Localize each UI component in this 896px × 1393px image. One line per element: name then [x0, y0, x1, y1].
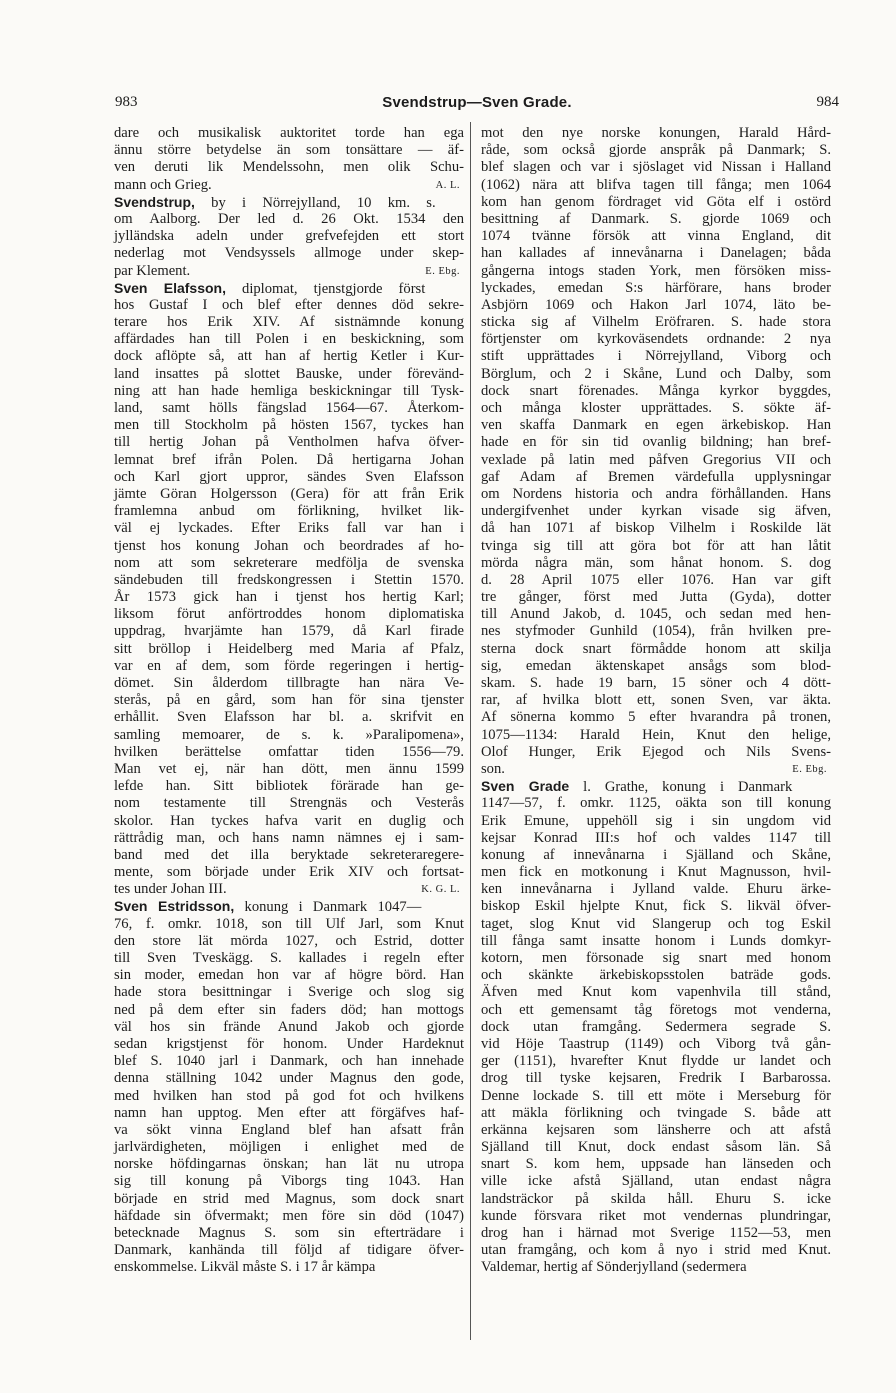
text-line [114, 159, 464, 176]
text-line [481, 503, 831, 520]
text-line [114, 658, 464, 675]
line-text: nom att som sekreterare medfölja de svenska [114, 554, 464, 571]
line-text: nes styfmoder Gunhild (1054), från hvilken pre- [481, 623, 831, 640]
text-line [114, 778, 464, 795]
line-text: jämte Göran Holgersson (Gera) för att från Erik [114, 485, 464, 502]
line-text: Man vet ej, när han dött, men ännu 1599 [114, 760, 464, 777]
text-line [481, 623, 831, 640]
line-text: ken innevånarna i Jylland valde. Ehuru ärke- [481, 881, 831, 898]
text-line [114, 469, 464, 486]
line-text: vid Höje Taastrup (1149) och Viborg två gån- [481, 1035, 831, 1052]
line-text: rättrådig man, och hans namn nämnes ej i sam- [114, 829, 464, 846]
text-line [481, 589, 831, 606]
left-column [114, 125, 464, 1277]
line-text: mente, som började under Erik XIV och fortsat- [114, 864, 464, 881]
text-line [481, 984, 831, 1001]
text-line [481, 692, 831, 709]
line-text: blef S. 1040 jarl i Danmark, och han innehade [114, 1053, 464, 1070]
line-text: ger (1151), hvarefter Knut flydde ur landet och [481, 1053, 831, 1070]
line-text: gaf Adam af Bremen värdefulla upplysningar [481, 468, 831, 485]
text-line [114, 366, 464, 383]
text-line [114, 1242, 464, 1259]
author-signature: K. G. L. [421, 884, 460, 896]
line-text: va sökt vinna England blef han afsatt från [114, 1121, 464, 1138]
line-text: och Karl gjort uppror, sändes Sven Elafsson [114, 468, 464, 485]
line-text: dock aflöpte så, att han af hertig Ketler i Kur- [114, 348, 464, 365]
text-line [114, 417, 464, 434]
line-text: namn han upptog. Men efter att förgäfves haf- [114, 1104, 464, 1121]
line-text: och skänkte ärkebiskopsstolen baträde gods. [481, 967, 831, 984]
line-text: Asbjörn 1069 och Hakon Jarl 1074, läto be- [481, 296, 831, 313]
column-divider [470, 122, 471, 1340]
entry-headword: Sven Grade [481, 778, 570, 795]
right-column [481, 125, 831, 1277]
line-text: Valdemar, hertig af Sönderjylland (sedermera [481, 1259, 747, 1276]
line-text: uppdrag, hvarjämte han 1579, då Karl firade [114, 623, 464, 640]
line-text: tvinga sig till att göra bot för att han låtit [481, 537, 831, 554]
text-line [481, 675, 831, 692]
text-line [481, 125, 831, 142]
entry-headword: Sven Estridsson, [114, 898, 235, 915]
text-line [114, 263, 464, 280]
line-text: taget, slog Knut vid Slangerup och tog Eskil [481, 915, 831, 932]
line-text: men till Stockholm på hösten 1567, tyckes han [114, 417, 464, 434]
text-line [481, 177, 831, 194]
line-text: undergifvenhet under kyrkan visade sig äfven, [481, 503, 831, 520]
line-text: sin moder, emedan hon var af högre börd. Han [114, 967, 464, 984]
line-text: terare hos Erik XIV. Af sistnämnde konung [114, 314, 464, 331]
text-line [114, 1259, 464, 1276]
line-text: stift upprättades i Nörrejylland, Viborg och [481, 348, 831, 365]
line-text: vexlade på latin med påfven Gregorius VII och [481, 451, 831, 468]
text-line [481, 1156, 831, 1173]
line-text: mann och Grieg. [114, 176, 212, 193]
text-line [481, 159, 831, 176]
line-text: till Anund Jakob, d. 1045, och sedan med hen- [481, 606, 831, 623]
line-text: då han 1071 af biskop Vilhelm i Roskilde lät [481, 520, 831, 537]
text-line [114, 830, 464, 847]
line-text: lefde han. Sitt bibliotek förärade han ge- [114, 778, 464, 795]
text-line [114, 1036, 464, 1053]
text-line [114, 297, 464, 314]
text-line [481, 727, 831, 744]
line-text: till Sven Tveskägg. S. kallades i regeln efter [114, 950, 464, 966]
text-line [114, 1225, 464, 1242]
line-text: enskommelse. Likväl måste S. i 17 år kämpa [114, 1259, 376, 1276]
text-line [481, 469, 831, 486]
line-text: Börglum, och 2 i Skåne, Lund och Dalby, som [481, 365, 831, 382]
text-line [114, 314, 464, 331]
text-line [481, 245, 831, 262]
text-line [481, 555, 831, 572]
text-line [114, 228, 464, 245]
page-number-left: 983 [115, 94, 138, 110]
line-text: jarlvärdigheten, möjligen i enlighet med de [114, 1139, 464, 1156]
text-line [114, 916, 464, 933]
line-text: betecknade Magnus S. som sin efterträdare i [114, 1225, 464, 1241]
text-line [481, 383, 831, 400]
line-text: nom testamente till Strengnäs och Vesterås [114, 795, 464, 812]
text-line [114, 452, 464, 469]
line-text: 1074 tvänne försök att vinna England, dit [481, 228, 831, 245]
line-text: hos Gustaf I och blef efter dennes död sekre- [114, 296, 464, 313]
line-text: samling memoarer, de s. k. »Paralipomena», [114, 726, 464, 743]
line-text: hvilken berättelse omfattar tiden 1556—79. [114, 743, 464, 760]
text-line [481, 1122, 831, 1139]
text-line [481, 950, 831, 967]
text-line [481, 572, 831, 589]
text-line [114, 813, 464, 830]
entry-text: konung i Danmark 1047— [234, 899, 422, 916]
line-text: råde, som också gjorde anspråk på Danmark; S. [481, 142, 831, 159]
line-text: sitt bröllop i Heidelberg med Maria af Pfalz, [114, 640, 464, 657]
text-line [481, 1053, 831, 1070]
line-text: sticka sig af Vilhelm Eröfraren. S. hade stora [481, 314, 831, 331]
text-line [481, 211, 831, 228]
text-line [114, 194, 464, 211]
text-line [114, 331, 464, 348]
line-text: norske höfdingarnas önskan; han lät nu utropa [114, 1156, 464, 1173]
line-text: denna ställning 1042 under Magnus den gode, [114, 1070, 464, 1087]
text-line [481, 194, 831, 211]
text-line [114, 898, 464, 915]
line-text: dock utan framgång. Sedermera segrade S. [481, 1018, 831, 1035]
line-text: sändebuden till fredskongressen i Stettin 1570. [114, 571, 464, 588]
author-signature: E. Ebg. [792, 763, 827, 775]
text-line [114, 641, 464, 658]
text-line [114, 1105, 464, 1122]
text-line [481, 830, 831, 847]
line-text: blef slagen och var i sjöslaget vid Nissan i Halland [481, 159, 831, 176]
text-line [114, 933, 464, 950]
line-text: biskop Eskil hjelpte Knut, fick S. likväl öfver- [481, 898, 831, 915]
text-line [114, 692, 464, 709]
line-text: (1062) nära att blifva tagen till fånga; men 1064 [481, 176, 831, 193]
line-text: tjenst hos konung Johan och beordrades af ho- [114, 537, 464, 554]
text-line [481, 847, 831, 864]
line-text: kejsar Konrad III:s hof och valdes 1147 till [481, 829, 831, 846]
entry-headword: Svendstrup, [114, 193, 195, 210]
line-text: men fick en motkonung i Knut Magnusson, hvil- [481, 864, 831, 881]
text-line [481, 263, 831, 280]
line-text: hade stora besittningar i Sverige och slog sig [114, 984, 464, 1001]
text-line [481, 314, 831, 331]
text-line [481, 898, 831, 915]
line-text: 1075—1134: Harald Hein, Knut den helige, [481, 726, 831, 743]
line-text: son. [481, 760, 505, 777]
line-text: Olof Hunger, Erik Ejegod och Nils Svens- [481, 743, 831, 760]
text-line [481, 933, 831, 950]
text-line [114, 434, 464, 451]
line-text: utan framgång, och kom å nyo i strid med Knut. [481, 1242, 831, 1259]
text-line [481, 1036, 831, 1053]
text-line [114, 950, 464, 967]
text-line [481, 297, 831, 314]
line-text: häfdade sin öfvermakt; men före sin död (1047) [114, 1207, 464, 1224]
line-text: förtjenster om kyrkoväsendets ordnande: 2 nya [481, 331, 831, 348]
line-text: ven skaffa Danmark en egen ärkebiskop. Han [481, 417, 831, 434]
text-line [114, 967, 464, 984]
line-text: lyckades, emedan S:s härförare, hans broder [481, 279, 831, 296]
text-line [481, 778, 831, 795]
text-line [114, 623, 464, 640]
text-line [481, 452, 831, 469]
text-line [114, 727, 464, 744]
entry-text: l. Grathe, konung i Danmark [569, 779, 793, 796]
line-text: affärdades han till Polen i en beskickning, som [114, 331, 464, 348]
line-text: Erik Emune, uppehöll sig i sin ungdom vid [481, 812, 831, 829]
line-text: land, samt hölls fängslad 1564—67. Återkom- [114, 400, 464, 416]
running-head: Svendstrup—Sven Grade. [382, 94, 572, 111]
line-text: par Klement. [114, 262, 191, 279]
text-line [114, 211, 464, 228]
text-line [114, 520, 464, 537]
text-line [114, 606, 464, 623]
text-line [481, 1002, 831, 1019]
text-line [481, 228, 831, 245]
line-text: gångerna intogs staden York, men försöken miss- [481, 262, 831, 279]
text-line [481, 1225, 831, 1242]
text-line [481, 1019, 831, 1036]
text-line [114, 709, 464, 726]
line-text: att mäkla förlikning och tvingade S. både att [481, 1104, 831, 1121]
line-text: sterås, på en gård, som han för sina tjenster [114, 692, 464, 709]
line-text: ning att han hade hemliga beskickningar till Tysk- [114, 382, 464, 399]
text-line [481, 1105, 831, 1122]
line-text: tes under Johan III. [114, 881, 227, 898]
text-line [481, 366, 831, 383]
line-text: sig till konung på Viborgs ting 1043. Han [114, 1173, 464, 1190]
line-text: lemnat bref ifrån Polen. Då hertigarna Johan [114, 451, 464, 468]
text-line [114, 1156, 464, 1173]
line-text: sedan krigstjenst för honom. Under Hardeknut [114, 1035, 464, 1052]
line-text: om Aalborg. Der led d. 26 Okt. 1534 den [114, 210, 464, 227]
text-line [114, 589, 464, 606]
line-text: drog till tyske kejsaren, Fredrik I Barbarossa. [481, 1070, 831, 1087]
line-text: om Nordens historia och andra förhållanden. Hans [481, 485, 831, 502]
text-line [481, 709, 831, 726]
line-text: snart S. kom hem, uppsade han länseden och [481, 1156, 831, 1173]
text-line [114, 1088, 464, 1105]
text-line [114, 245, 464, 262]
line-text: erkänna kejsaren som länsherre och att afstå [481, 1121, 831, 1138]
text-line [114, 984, 464, 1001]
line-text: 1147—57, f. omkr. 1125, oäkta son till konung [481, 795, 831, 812]
text-line [114, 864, 464, 881]
line-text: sig, emedan äktenskapet ansågs som blod- [481, 657, 831, 674]
line-text: hade en för sin tid ovanlig bildning; han bref- [481, 434, 831, 451]
line-text: besittning af Danmark. S. gjorde 1069 och [481, 210, 831, 227]
line-text: var en af dem, som förde regeringen i hertig- [114, 657, 464, 674]
author-signature: E. Ebg. [425, 265, 460, 277]
text-line [481, 417, 831, 434]
text-line [481, 606, 831, 623]
text-line [481, 142, 831, 159]
text-line [114, 400, 464, 417]
text-line [481, 1259, 831, 1276]
line-text: Af sönerna kommo 5 efter hvarandra på tronen, [481, 709, 831, 726]
line-text: nederlag mot Vendsyssels allmoge under skep- [114, 245, 464, 262]
line-text: han kallades af innevånarna i Danelagen; båda [481, 245, 831, 262]
line-text: med hvilken han stod på god fot och hvilkens [114, 1087, 464, 1104]
text-line [481, 331, 831, 348]
text-line [481, 864, 831, 881]
text-line [481, 761, 831, 778]
line-text: till hertig Johan på Ventholmen hafva öfver- [114, 434, 464, 451]
text-line [481, 744, 831, 761]
text-line [481, 967, 831, 984]
line-text: väl hos sin frände Anund Jakob och gjorde [114, 1018, 464, 1035]
line-text: dare och musikalisk auktoritet torde han ega [114, 125, 464, 141]
page-header [115, 94, 839, 116]
line-text: började en strid med Magnus, som dock snart [114, 1190, 464, 1207]
text-line [114, 125, 464, 142]
text-line [114, 383, 464, 400]
entry-text: diplomat, tjenstgjorde först [225, 280, 426, 297]
line-text: kotorn, men försonade sig snart med honom [481, 950, 831, 966]
line-text: och många kloster upprättades. S. sökte äf- [481, 400, 831, 416]
line-text: skolor. Han tyckes hafva varit en duglig och [114, 812, 464, 829]
line-text: Själland till Knut, dock endast såsom län. Så [481, 1139, 831, 1156]
text-line [114, 675, 464, 692]
line-text: landsträckor på skilda håll. Ehuru S. icke [481, 1190, 831, 1207]
text-line [114, 555, 464, 572]
text-line [114, 847, 464, 864]
text-line [114, 1173, 464, 1190]
text-line [114, 142, 464, 159]
text-line [481, 1173, 831, 1190]
text-line [114, 280, 464, 297]
line-text: mot den nye norske konungen, Harald Hård- [481, 125, 831, 141]
text-line [481, 400, 831, 417]
entry-headword: Sven Elafsson, [114, 279, 226, 296]
text-line [481, 1191, 831, 1208]
line-text: sterna dock snart förmådde honom att skilja [481, 640, 831, 657]
text-line [114, 1122, 464, 1139]
line-text: framlemna anbud om förlikning, hvilket lik- [114, 503, 464, 520]
line-text: kunde försvara riket mot vendernas plundringar, [481, 1207, 831, 1224]
line-text: d. 28 April 1075 eller 1076. Han var gift [481, 571, 831, 588]
line-text: väl ej lyckades. Efter Eriks fall var han i [114, 520, 464, 537]
text-line [481, 280, 831, 297]
line-text: dömet. Sin ålderdom tillbragte han nära Ve- [114, 675, 464, 691]
entry-text: by i Nörrejylland, 10 km. s. [194, 194, 436, 211]
text-line [481, 1208, 831, 1225]
line-text: Äfven med Knut kom vapenhvila till stånd, [481, 984, 831, 1001]
line-text: till fånga samt insatte honom i Lunds domkyr- [481, 932, 831, 949]
text-line [114, 881, 464, 898]
line-text: Danmark, kanhända till följd af tidigare öfver- [114, 1242, 464, 1259]
text-line [481, 520, 831, 537]
page-number-right: 984 [816, 94, 839, 110]
text-line [114, 348, 464, 365]
line-text: och ett gemensamt tåg företogs mot venderna, [481, 1001, 831, 1018]
line-text: konung af innevånarna i Själland och Skåne, [481, 846, 831, 863]
line-text: Denne lockade S. till ett möte i Merseburg för [481, 1087, 831, 1104]
text-line [481, 813, 831, 830]
text-line [481, 486, 831, 503]
text-line [481, 434, 831, 451]
text-line [481, 1070, 831, 1087]
text-line [114, 1070, 464, 1087]
line-text: År 1573 gick han i tjenst hos hertig Karl; [114, 589, 464, 606]
text-line [481, 1139, 831, 1156]
text-line [481, 658, 831, 675]
author-signature: A. L. [435, 179, 460, 191]
line-text: den store lät mörda 1027, och Estrid, dotter [114, 932, 464, 949]
text-line [114, 1139, 464, 1156]
text-line [114, 538, 464, 555]
line-text: liksom förut anförtroddes honom diplomatiska [114, 606, 464, 623]
line-text: erhållit. Sven Elafsson har bl. a. skrifvit en [114, 709, 464, 726]
line-text: ned på dem efter sin faders död; han mottogs [114, 1001, 464, 1018]
text-line [114, 503, 464, 520]
text-line [114, 177, 464, 194]
text-line [481, 916, 831, 933]
text-line [481, 795, 831, 812]
text-line [114, 1019, 464, 1036]
text-line [481, 1088, 831, 1105]
line-text: drog han i härnad mot Sverige 1152—53, men [481, 1225, 831, 1241]
text-line [481, 348, 831, 365]
text-line [114, 486, 464, 503]
line-text: mörda några män, som hånat honom. S. dog [481, 554, 831, 571]
text-line [114, 795, 464, 812]
line-text: ännu större betydelse än som tonsättare — äf- [114, 142, 464, 159]
line-text: ville icke afstå Själland, utan endast några [481, 1173, 831, 1190]
text-line [481, 641, 831, 658]
text-line [114, 744, 464, 761]
text-line [481, 1242, 831, 1259]
line-text: 76, f. omkr. 1018, son till Ulf Jarl, som Knut [114, 915, 464, 932]
line-text: band med det illa beryktade sekreteraregere- [114, 846, 464, 863]
line-text: tre gånger, först med Jutta (Gyda), dotter [481, 589, 831, 606]
line-text: dock snart förenades. Många kyrkor byggdes, [481, 382, 831, 399]
text-line [481, 881, 831, 898]
text-line [114, 1053, 464, 1070]
line-text: skam. S. hade 19 barn, 15 söner och 4 dött- [481, 675, 831, 691]
text-line [114, 761, 464, 778]
text-line [114, 1191, 464, 1208]
line-text: kom han genom fördraget vid Göta elf i ostörd [481, 193, 831, 210]
text-line [114, 572, 464, 589]
line-text: land insattes på slottet Bauske, under förevänd- [114, 365, 464, 382]
line-text: ven deruti lik Mendelssohn, men olik Schu- [114, 159, 464, 176]
line-text: jylländska adeln under grefvefejden ett stort [114, 228, 464, 245]
text-line [114, 1002, 464, 1019]
text-line [481, 538, 831, 555]
text-line [114, 1208, 464, 1225]
line-text: rar, af hvilka blott ett, sonen Sven, var äkta. [481, 692, 831, 709]
